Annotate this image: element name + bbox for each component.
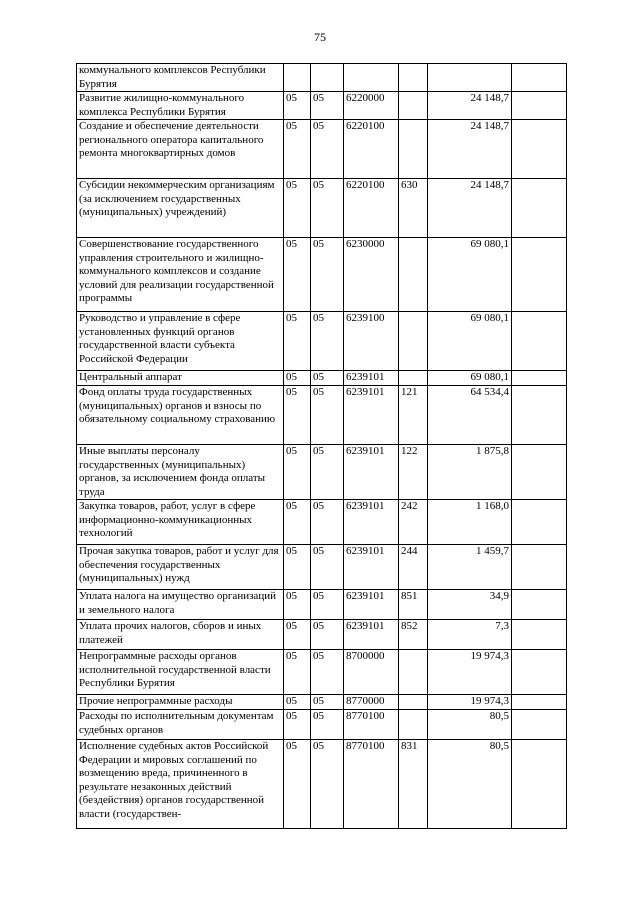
row-subsection: 05 (311, 620, 344, 650)
row-target-article: 6239101 (344, 386, 399, 445)
row-extra (512, 92, 567, 120)
row-name: Исполнение судебных актов Российской Федерации и мировых соглашений по возмещению вреда, причиненного в результате незаконных действий (бездействия) органов государственной власти (государствен- (77, 740, 284, 829)
row-extra (512, 650, 567, 695)
table-row (77, 386, 567, 445)
row-section: 05 (284, 120, 311, 179)
row-name: Центральный аппарат (77, 371, 284, 386)
table-row (77, 695, 567, 710)
row-name: Фонд оплаты труда государственных (муниципальных) органов и взносы по обязательному социальному страхованию (77, 386, 284, 445)
table-row (77, 500, 567, 545)
row-amount: 1 168,0 (428, 500, 512, 545)
row-amount: 69 080,1 (428, 371, 512, 386)
row-amount: 34,9 (428, 590, 512, 620)
row-target-article: 6239101 (344, 445, 399, 500)
row-name: Уплата прочих налогов, сборов и иных платежей (77, 620, 284, 650)
row-section: 05 (284, 710, 311, 740)
row-expense-type: 630 (399, 179, 428, 238)
table-row (77, 238, 567, 312)
row-section: 05 (284, 590, 311, 620)
row-target-article: 8770100 (344, 710, 399, 740)
table-row (77, 312, 567, 371)
row-extra (512, 120, 567, 179)
row-target-article: 6239101 (344, 545, 399, 590)
row-expense-type: 121 (399, 386, 428, 445)
row-expense-type: 852 (399, 620, 428, 650)
row-amount: 24 148,7 (428, 179, 512, 238)
row-name: Развитие жилищно-коммунального комплекса Республики Бурятия (77, 92, 284, 120)
row-amount: 19 974,3 (428, 650, 512, 695)
row-subsection: 05 (311, 179, 344, 238)
table-row (77, 120, 567, 179)
row-subsection: 05 (311, 371, 344, 386)
row-extra (512, 695, 567, 710)
row-section: 05 (284, 386, 311, 445)
table-row (77, 650, 567, 695)
row-target-article: 6239101 (344, 590, 399, 620)
row-amount: 1 875,8 (428, 445, 512, 500)
row-expense-type: 244 (399, 545, 428, 590)
row-name: Непрограммные расходы органов исполнительной государственной власти Республики Бурятия (77, 650, 284, 695)
row-section: 05 (284, 500, 311, 545)
row-extra (512, 238, 567, 312)
row-expense-type (399, 312, 428, 371)
row-name: Создание и обеспечение деятельности регионального оператора капитального ремонта многоквартирных домов (77, 120, 284, 179)
table-row (77, 740, 567, 829)
row-expense-type: 122 (399, 445, 428, 500)
row-expense-type (399, 120, 428, 179)
row-target-article: 6230000 (344, 238, 399, 312)
row-name: Субсидии некоммерческим организациям (за исключением государственных (муниципальных) учреждений) (77, 179, 284, 238)
row-extra (512, 545, 567, 590)
row-target-article: 6220100 (344, 120, 399, 179)
row-subsection: 05 (311, 590, 344, 620)
row-section (284, 64, 311, 92)
row-name: Уплата налога на имущество организаций и земельного налога (77, 590, 284, 620)
row-amount: 80,5 (428, 740, 512, 829)
row-subsection: 05 (311, 386, 344, 445)
table-row (77, 445, 567, 500)
table-row (77, 620, 567, 650)
row-subsection (311, 64, 344, 92)
row-subsection: 05 (311, 238, 344, 312)
row-expense-type (399, 238, 428, 312)
row-subsection: 05 (311, 740, 344, 829)
row-target-article: 6239100 (344, 312, 399, 371)
row-amount: 24 148,7 (428, 92, 512, 120)
row-expense-type (399, 92, 428, 120)
row-name: Совершенствование государственного управления строительного и жилищно-коммунального комплексов и создание условий для реализации государственной программы (77, 238, 284, 312)
row-target-article: 6239101 (344, 620, 399, 650)
row-extra (512, 445, 567, 500)
row-extra (512, 386, 567, 445)
row-subsection: 05 (311, 650, 344, 695)
budget-table (76, 63, 567, 829)
row-target-article: 6220000 (344, 92, 399, 120)
row-section: 05 (284, 650, 311, 695)
row-amount: 24 148,7 (428, 120, 512, 179)
row-name: Расходы по исполнительным документам судебных органов (77, 710, 284, 740)
table-row (77, 371, 567, 386)
page-number: 75 (314, 30, 326, 44)
table-row (77, 64, 567, 92)
row-target-article (344, 64, 399, 92)
row-expense-type (399, 695, 428, 710)
row-extra (512, 371, 567, 386)
table-row (77, 710, 567, 740)
row-expense-type: 851 (399, 590, 428, 620)
row-extra (512, 740, 567, 829)
table-row (77, 545, 567, 590)
row-expense-type: 831 (399, 740, 428, 829)
row-subsection: 05 (311, 312, 344, 371)
row-name: Руководство и управление в сфере установленных функций органов государственной власти субъекта Российской Федерации (77, 312, 284, 371)
row-subsection: 05 (311, 92, 344, 120)
row-amount: 69 080,1 (428, 238, 512, 312)
row-target-article: 6239101 (344, 500, 399, 545)
row-name: Иные выплаты персоналу государственных (муниципальных) органов, за исключением фонда оплаты труда (77, 445, 284, 500)
row-section: 05 (284, 238, 311, 312)
row-section: 05 (284, 740, 311, 829)
row-section: 05 (284, 371, 311, 386)
row-section: 05 (284, 92, 311, 120)
row-target-article: 8770100 (344, 740, 399, 829)
row-subsection: 05 (311, 500, 344, 545)
row-extra (512, 64, 567, 92)
table-row (77, 179, 567, 238)
row-amount: 7,3 (428, 620, 512, 650)
row-section: 05 (284, 620, 311, 650)
row-section: 05 (284, 695, 311, 710)
row-target-article: 6239101 (344, 371, 399, 386)
row-expense-type (399, 710, 428, 740)
row-subsection: 05 (311, 545, 344, 590)
row-amount: 64 534,4 (428, 386, 512, 445)
row-target-article: 8700000 (344, 650, 399, 695)
row-extra (512, 590, 567, 620)
row-expense-type: 242 (399, 500, 428, 545)
row-section: 05 (284, 545, 311, 590)
row-amount: 19 974,3 (428, 695, 512, 710)
row-subsection: 05 (311, 120, 344, 179)
table-row (77, 590, 567, 620)
row-section: 05 (284, 445, 311, 500)
row-amount: 80,5 (428, 710, 512, 740)
row-amount (428, 64, 512, 92)
row-extra (512, 500, 567, 545)
row-extra (512, 312, 567, 371)
row-name: Прочая закупка товаров, работ и услуг для обеспечения государственных (муниципальных) нужд (77, 545, 284, 590)
row-name: Прочие непрограммные расходы (77, 695, 284, 710)
row-target-article: 8770000 (344, 695, 399, 710)
row-extra (512, 179, 567, 238)
row-amount: 1 459,7 (428, 545, 512, 590)
row-expense-type (399, 650, 428, 695)
row-name: коммунального комплексов Республики Бурятия (77, 64, 284, 92)
row-extra (512, 620, 567, 650)
row-section: 05 (284, 179, 311, 238)
row-target-article: 6220100 (344, 179, 399, 238)
row-extra (512, 710, 567, 740)
row-section: 05 (284, 312, 311, 371)
row-amount: 69 080,1 (428, 312, 512, 371)
row-expense-type (399, 64, 428, 92)
row-expense-type (399, 371, 428, 386)
row-name: Закупка товаров, работ, услуг в сфере информационно-коммуникационных технологий (77, 500, 284, 545)
row-subsection: 05 (311, 445, 344, 500)
row-subsection: 05 (311, 710, 344, 740)
row-subsection: 05 (311, 695, 344, 710)
table-row (77, 92, 567, 120)
